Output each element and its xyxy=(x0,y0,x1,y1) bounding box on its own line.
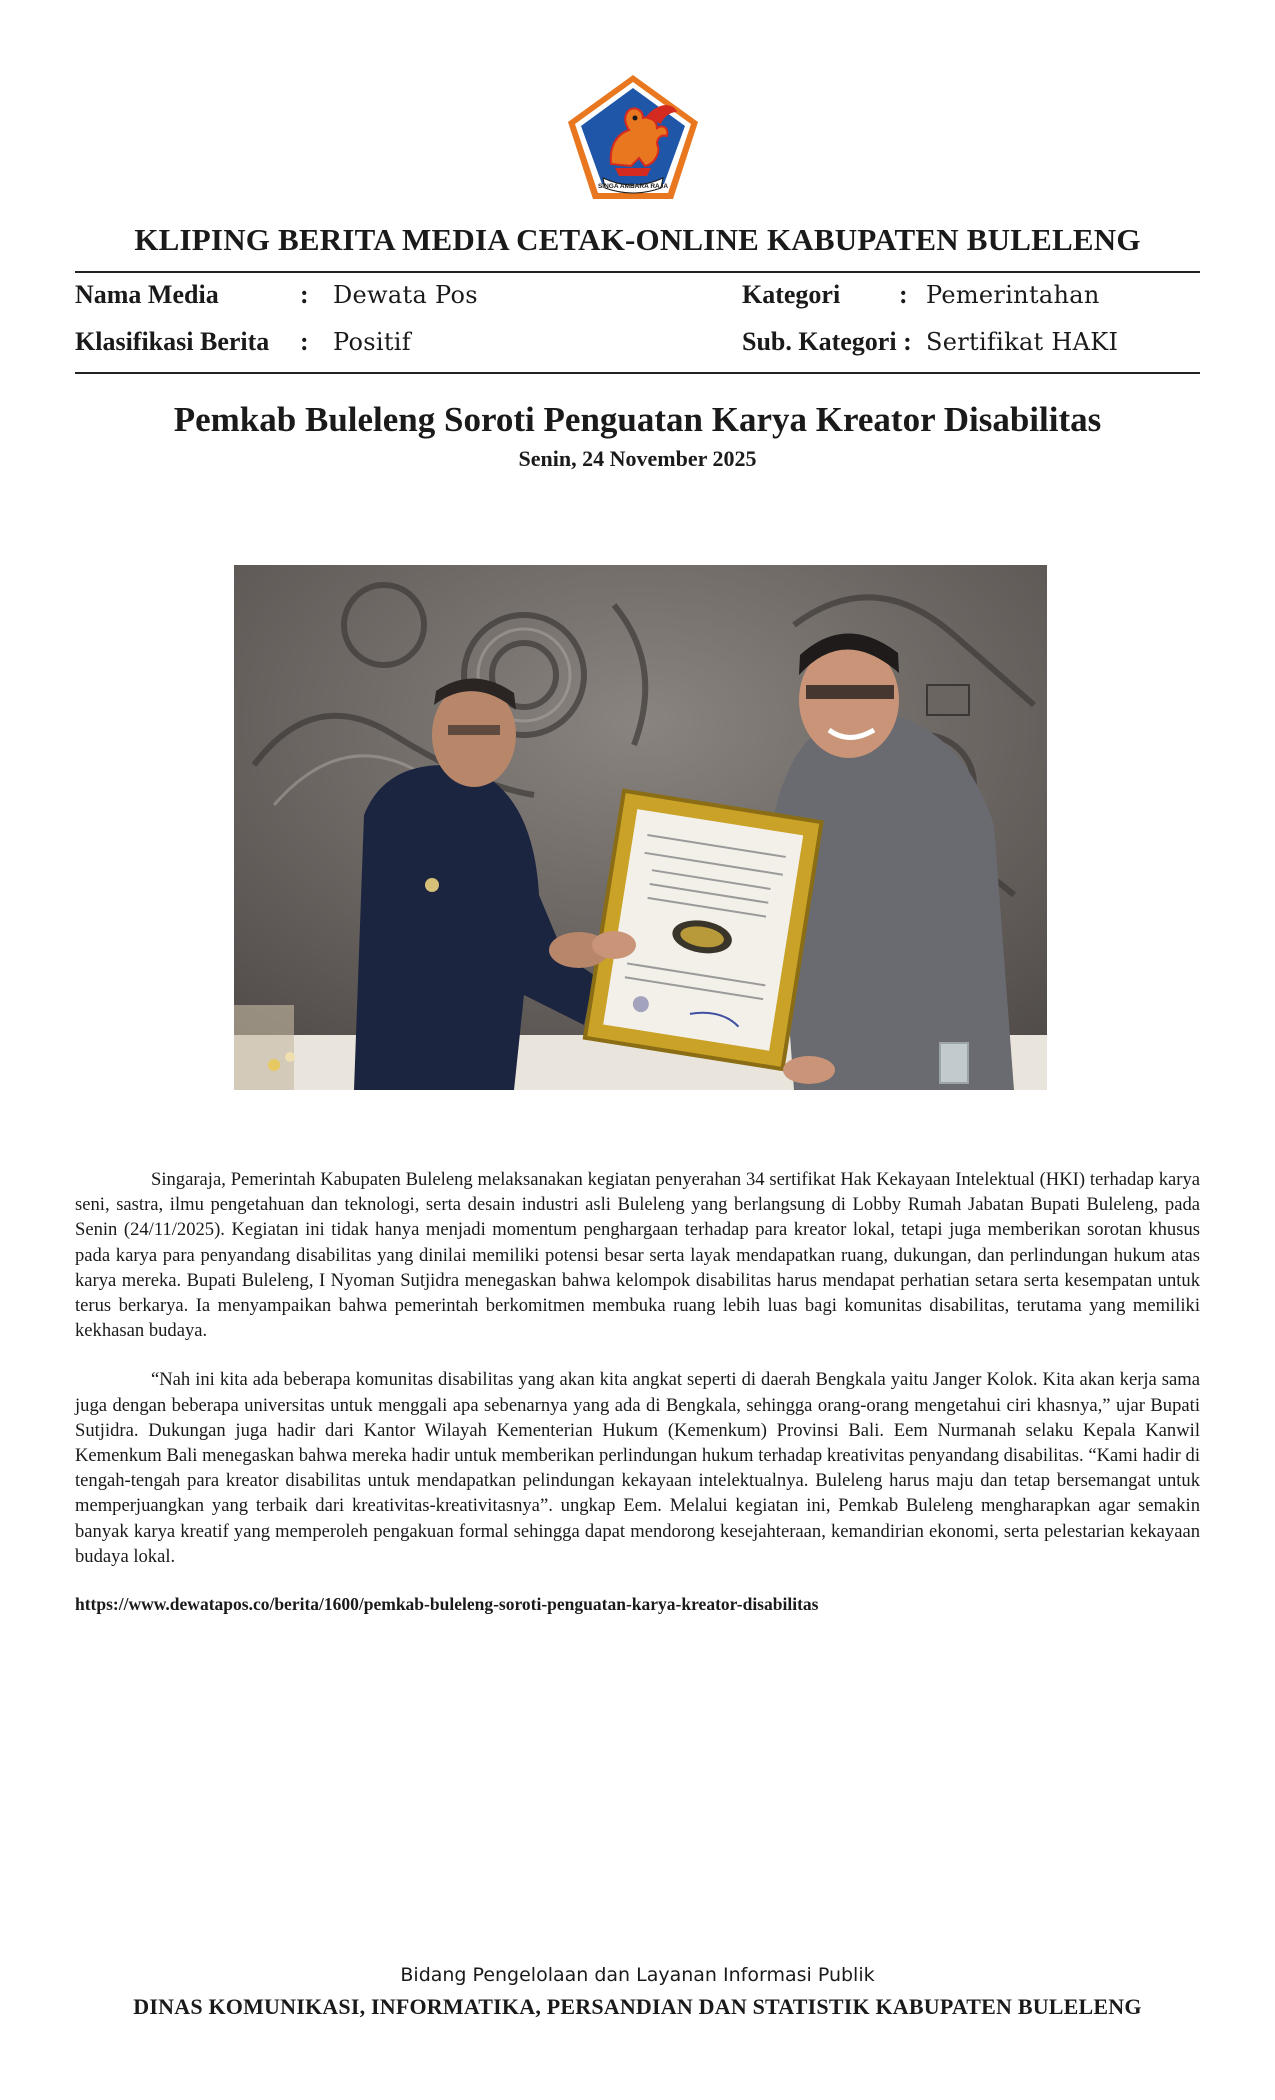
media-colon: : xyxy=(300,280,309,309)
kategori-label: Kategori xyxy=(742,280,841,309)
kategori-value: Pemerintahan xyxy=(926,281,1100,309)
header-divider-top xyxy=(75,271,1200,273)
buleleng-regency-emblem xyxy=(565,72,701,202)
article-date: Senin, 24 November 2025 xyxy=(518,446,757,471)
kategori-colon: : xyxy=(899,280,908,309)
footer-agency: DINAS KOMUNIKASI, INFORMATIKA, PERSANDIAN DAN STATISTIK KABUPATEN BULELENG xyxy=(133,1994,1142,2019)
klasifikasi-value: Positif xyxy=(333,328,411,356)
media-label: Nama Media xyxy=(75,280,219,309)
article-headline: Pemkab Buleleng Soroti Penguatan Karya Kreator Disabilitas xyxy=(173,400,1102,439)
header-divider-bottom xyxy=(75,372,1200,374)
article-photo xyxy=(234,565,1047,1090)
media-value: Dewata Pos xyxy=(333,281,478,309)
article-paragraph-2: “Nah ini kita ada beberapa komunitas disabilitas yang akan kita angkat seperti di daerah Bengkala yaitu Janger Kolok. Kita akan kerja sama juga dengan beberapa universitas untuk menggali apa sebenarnya yang ada di Bengkala, sehingga orang-orang mengetahui ciri khasnya,” ujar Bupati Sutjidra. Dukungan juga hadir dari Kantor Wilayah Kementerian Hukum (Kemenkum) Provinsi Bali. Eem Nurmanah selaku Kepala Kanwil Kemenkum Bali menegaskan bahwa mereka hadir untuk memberikan perlindungan hukum terhadap kreativitas penyandang disabilitas. “Kami hadir di tengah-tengah para kreator disabilitas untuk mendapatkan pelindungan kekayaan intelektualnya. Buleleng harus maju dan tetap bersemangat untuk memperjuangkan yang terbaik dari kreativitas-kreativitasnya”. ungkap Eem. Melalui kegiatan ini, Pemkab Buleleng mengharapkan agar semakin banyak karya kreatif yang memperoleh pengakuan formal sehingga dapat mendorong kesejahteraan, kemandirian ekonomi, serta pelestarian kekayaan budaya lokal. xyxy=(75,1369,1200,1567)
document-title: KLIPING BERITA MEDIA CETAK-ONLINE KABUPATEN BULELENG xyxy=(134,222,1141,257)
footer-division: Bidang Pengelolaan dan Layanan Informasi Publik xyxy=(400,1964,875,1986)
klasifikasi-label: Klasifikasi Berita xyxy=(75,327,270,356)
article-paragraph-1: Singaraja, Pemerintah Kabupaten Buleleng melaksanakan kegiatan penyerahan 34 sertifikat Hak Kekayaan Intelektual (HKI) terhadap karya seni, sastra, ilmu pengetahuan dan teknologi, serta desain industri asli Buleleng yang berlangsung di Lobby Rumah Jabatan Bupati Buleleng, pada Senin (24/11/2025). Kegiatan ini tidak hanya menjadi momentum penghargaan terhadap para kreator lokal, tetapi juga memberikan sorotan khusus pada karya para penyandang disabilitas yang dinilai memiliki potensi besar serta layak mendapatkan ruang, dukungan, dan perlindungan hukum atas karya mereka. Bupati Buleleng, I Nyoman Sutjidra menegaskan bahwa kelompok disabilitas harus mendapat perhatian setara serta kesempatan untuk terus berkarya. Ia menyampaikan bahwa pemerintah berkomitmen membuka ruang lebih luas bagi komunitas disabilitas, terutama yang memiliki kekhasan budaya. xyxy=(75,1169,1200,1342)
subkategori-value: Sertifikat HAKI xyxy=(926,328,1119,356)
klasifikasi-colon: : xyxy=(300,327,309,356)
subkategori-label: Sub. Kategori : xyxy=(742,327,912,356)
source-url-link[interactable]: https://www.dewatapos.co/berita/1600/pemkab-buleleng-soroti-penguatan-karya-kreator-disabilitas xyxy=(75,1594,819,1614)
emblem-motto: SINGA AMBARA RAJA xyxy=(597,183,669,190)
article-body xyxy=(75,1167,1200,1593)
